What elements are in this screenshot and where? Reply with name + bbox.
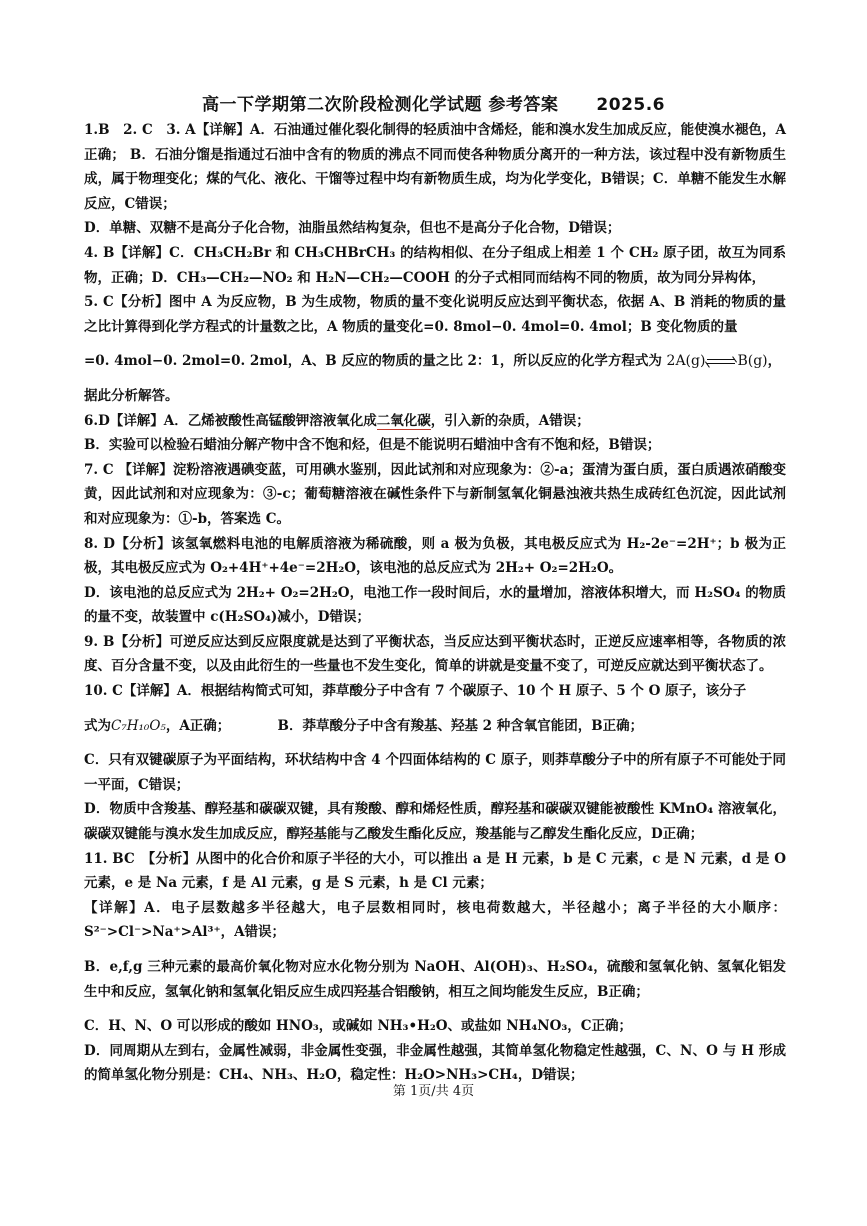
answer-q8-d: D．该电池的总反应式为 2H₂+ O₂=2H₂O，电池工作一段时间后，水的量增加，溶液体积增大，而 H₂SO₄ 的物质的量不变，故装置中 c(H₂SO₄)减小，D错误； — [84, 584, 786, 626]
answer-q5: 5. C【分析】图中 A 为反应物，B 为生成物，物质的量不变化说明反应达到平衡状态，依据 A、B 消耗的物质的量之比计算得到化学方程式的计量数之比，A 物质的量变化=0. 8mol−0. 4mol=0. 4mol；B 变化物质的量 — [84, 294, 786, 335]
answer-q11-d: D．同周期从左到右，金属性减弱，非金属性变强，非金属性越强，其简单氢化物稳定性越强，C、N、O 与 H 形成的简单氢化物分别是：CH₄、NH₃、H₂O，稳定性：H₂O>NH₃>CH₄，D错误； — [84, 1042, 786, 1084]
answer-q11-b: B．e,f,g 三种元素的最高价氧化物对应水化物分别为 NaOH、Al(OH)₃、H₂SO₄，硫酸和氢氧化钠、氢氧化铝发生中和反应，氢氧化钠和氢氧化铝反应生成四羟基合铝酸钠，相互之间均能发生反应，B正确； — [84, 959, 786, 1000]
equation-tail: ， — [767, 353, 782, 370]
answer-q7: 7. C 【详解】淀粉溶液遇碘变蓝，可用碘水鉴别，因此试剂和对应现象为：②-a；蛋清为蛋白质，蛋白质遇浓硝酸变黄，因此试剂和对应现象为：③-c；葡萄糖溶液在碱性条件下与新制氢氧化铜悬浊液共热生成砖红色沉淀，因此试剂和对应现象为：①-b，答案选 C。 — [84, 461, 786, 527]
answer-q8: 8. D【分析】该氢氧燃料电池的电解质溶液为稀硫酸，则 a 极为负极，其电极反应式为 H₂-2e⁻=2H⁺；b 极为正极，其电极反应式为 O₂+4H⁺+4e⁻=2H₂O，该电池的总反应式为 2H₂+ O₂=2H₂O。 — [84, 535, 786, 577]
answer-q10: 10. C【详解】A．根据结构简式可知，莽草酸分子中含有 7 个碳原子、10 个 H 原子、5 个 O 原子，该分子 — [84, 683, 747, 700]
page-title — [0, 90, 867, 115]
answer-q1-3: 1.B 2. C 3. A【详解】A．石油通过催化裂化制得的轻质油中含烯烃，能和溴水发生加成反应，能使溴水褪色，A正确； B．石油分馏是指通过石油中含有的物质的沸点不同而使各种物质分离开的一种方法，该过程中没有新物质生成，属于物理变化；煤的气化、液化、干馏等过程中均有新物质生成，均为化学变化，B错误；C．单糖不能发生水解反应，C错误； — [84, 122, 786, 212]
answer-q6-tail: ，引入新的杂质，A错误； — [430, 412, 590, 429]
answer-q4: 4. B【详解】C．CH₃CH₂Br 和 CH₃CHBrCH₃ 的结构相似、在分子组成上相差 1 个 CH₂ 原子团，故互为同系物，正确；D．CH₃—CH₂—NO₂ 和 H₂N—CH₂—COOH 的分子式相同而结构不同的物质，故为同分异构体， — [84, 244, 786, 286]
answer-q6-underlined: 二氧化碳 — [376, 412, 431, 429]
equation-right: B(g) — [737, 353, 768, 370]
answer-q10-formula-line — [84, 714, 786, 739]
answer-q9: 9. B【分析】可逆反应达到反应限度就是达到了平衡状态，当反应达到平衡状态时，正逆反应速率相等，各物质的浓度、百分含量不变，以及由此衍生的一些量也不发生变化，简单的讲就是变量不变了，可逆反应就达到平衡状态了。 — [84, 633, 786, 675]
answer-q10-d: D．物质中含羧基、醇羟基和碳碳双键，具有羧酸、醇和烯烃性质，醇羟基和碳碳双键能被酸性 KMnO₄ 溶液氧化，碳碳双键能与溴水发生加成反应，醇羟基能与乙酸发生酯化反应，羧基能与乙醇发生酯化反应，D正确； — [84, 801, 786, 843]
answer-q6-text: 6.D【详解】A．乙烯被酸性高锰酸钾溶液氧化成 — [84, 412, 377, 429]
equation-left: 2A(g) — [666, 353, 706, 370]
answer-q10-formula-suffix: ，A正确； B．莽草酸分子中含有羧基、羟基 2 种含氧官能团，B正确； — [165, 717, 644, 734]
answer-q10-formula-prefix: 式为 — [84, 717, 111, 734]
reaction-equation — [667, 349, 768, 374]
answer-body — [84, 118, 786, 1088]
page-footer — [0, 1080, 867, 1099]
title-text: 高一下学期第二次阶段检测化学试题 参考答案 — [201, 95, 559, 115]
answer-q6-b: B．实验可以检验石蜡油分解产物中含不饱和烃，但是不能说明石蜡油中含有不饱和烃，B错误； — [84, 437, 661, 454]
title-date: 2025.6 — [596, 95, 666, 115]
answer-q11-c: C．H、N、O 可以形成的酸如 HNO₃，或碱如 NH₃•H₂O、或盐如 NH₄NO₃，C正确； — [84, 1018, 632, 1035]
answer-q5-equation-text: =0. 4mol−0. 2mol=0. 2mol，A、B 反应的物质的量之比 2：1，所以反应的化学方程式为 — [84, 353, 662, 370]
answer-q11: 11. BC 【分析】从图中的化合价和原子半径的大小，可以推出 a 是 H 元素，b 是 C 元素，c 是 N 元素，d 是 O 元素，e 是 Na 元素，f 是 Al 元素，g 是 S 元素，h 是 Cl 元素； — [84, 850, 786, 892]
page-number: 第 1页/共 4页 — [392, 1084, 475, 1099]
shikimic-formula: C₇H₁₀O₅ — [111, 717, 166, 734]
answer-q5-equation-line — [84, 349, 786, 374]
answer-q10-c: C．只有双键碳原子为平面结构，环状结构中含 4 个四面体结构的 C 原子，则莽草酸分子中的所有原子不可能处于同一平面，C错误； — [84, 752, 786, 793]
answer-q5-end: 据此分析解答。 — [84, 387, 179, 404]
answer-q6 — [84, 409, 786, 434]
equilibrium-arrow-icon — [707, 357, 735, 367]
answer-q11-a: 【详解】A．电子层数越多半径越大，电子层数相同时，核电荷数越大，半径越小；离子半径的大小顺序：S²⁻>Cl⁻>Na⁺>Al³⁺，A错误； — [84, 899, 786, 941]
answer-q3-d: D．单糖、双糖不是高分子化合物，油脂虽然结构复杂，但也不是高分子化合物，D错误； — [84, 220, 621, 237]
